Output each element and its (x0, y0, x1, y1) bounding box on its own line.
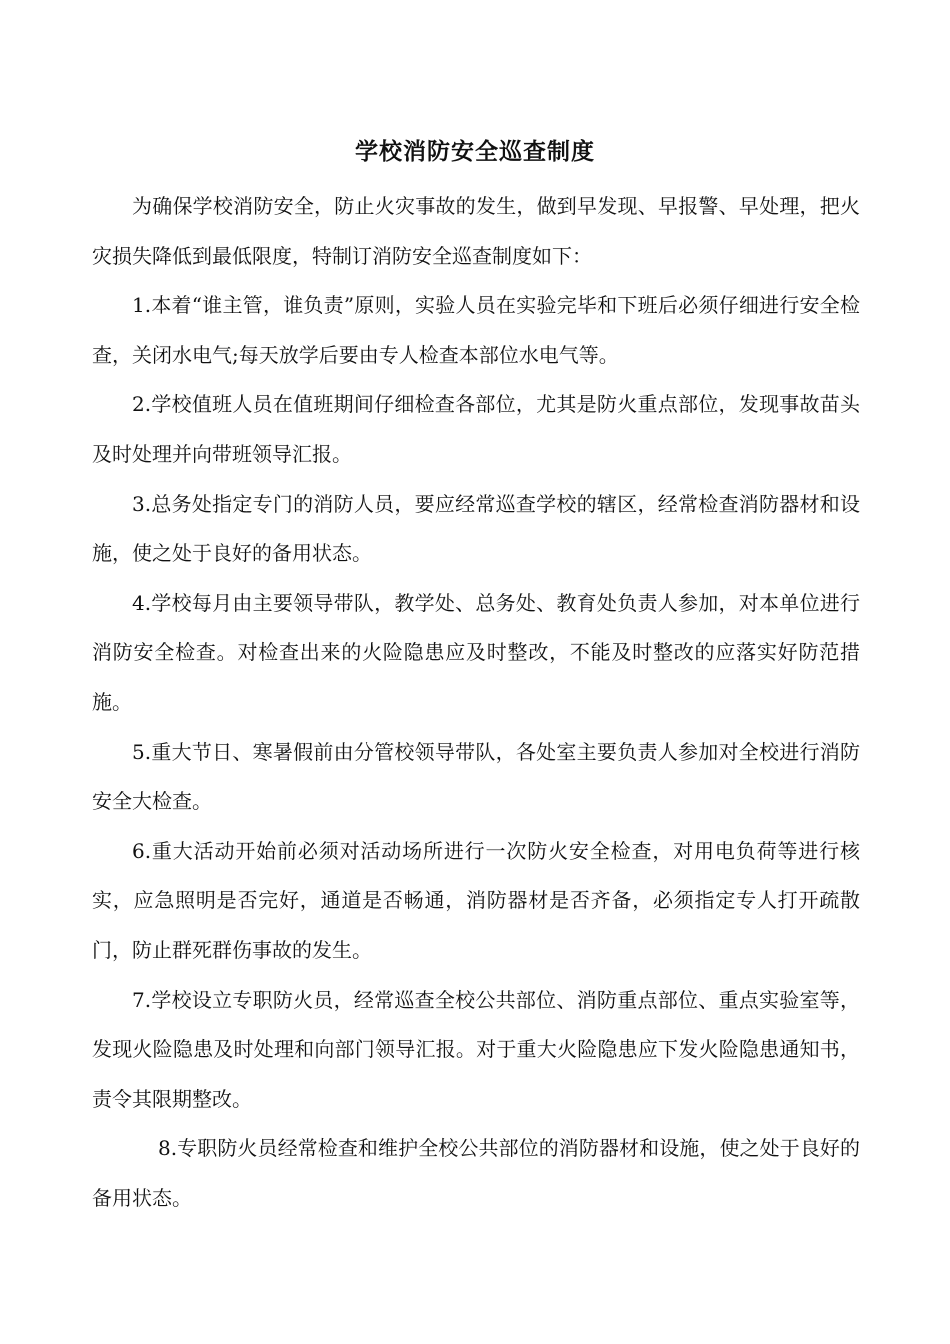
document-body (92, 182, 860, 1223)
rule-item-1: 1.本着“谁主管，谁负责”原则，实验人员在实验完毕和下班后必须仔细进行安全检查，关闭水电气;每天放学后要由专人检查本部位水电气等。 (92, 293, 860, 367)
rule-item-7: 7.学校设立专职防火员，经常巡查全校公共部位、消防重点部位、重点实验室等，发现火险隐患及时处理和向部门领导汇报。对于重大火险隐患应下发火险隐患通知书，责令其限期整改。 (92, 987, 860, 1111)
rule-item-8: 8.专职防火员经常检查和维护全校公共部位的消防器材和设施，使之处于良好的备用状态。 (92, 1136, 860, 1210)
rule-item-6: 6.重大活动开始前必须对活动场所进行一次防火安全检查，对用电负荷等进行核实，应急照明是否完好，通道是否畅通，消防器材是否齐备，必须指定专人打开疏散门，防止群死群伤事故的发生。 (92, 838, 860, 962)
rule-item-2: 2.学校值班人员在值班期间仔细检查各部位，尤其是防火重点部位，发现事故苗头及时处理并向带班领导汇报。 (92, 392, 860, 466)
document-title: 学校消防安全巡查制度 (355, 138, 595, 165)
rule-item-3: 3.总务处指定专门的消防人员，要应经常巡查学校的辖区，经常检查消防器材和设施，使之处于良好的备用状态。 (92, 491, 860, 566)
intro-paragraph: 为确保学校消防安全，防止火灾事故的发生，做到早发现、早报警、早处理，把火灾损失降低到最低限度，特制订消防安全巡查制度如下： (92, 194, 860, 268)
rule-item-4: 4.学校每月由主要领导带队，教学处、总务处、教育处负责人参加，对本单位进行消防安全检查。对检查出来的火险隐患应及时整改，不能及时整改的应落实好防范措施。 (92, 590, 860, 714)
rule-item-5: 5.重大节日、寒暑假前由分管校领导带队，各处室主要负责人参加对全校进行消防安全大检查。 (92, 739, 860, 814)
